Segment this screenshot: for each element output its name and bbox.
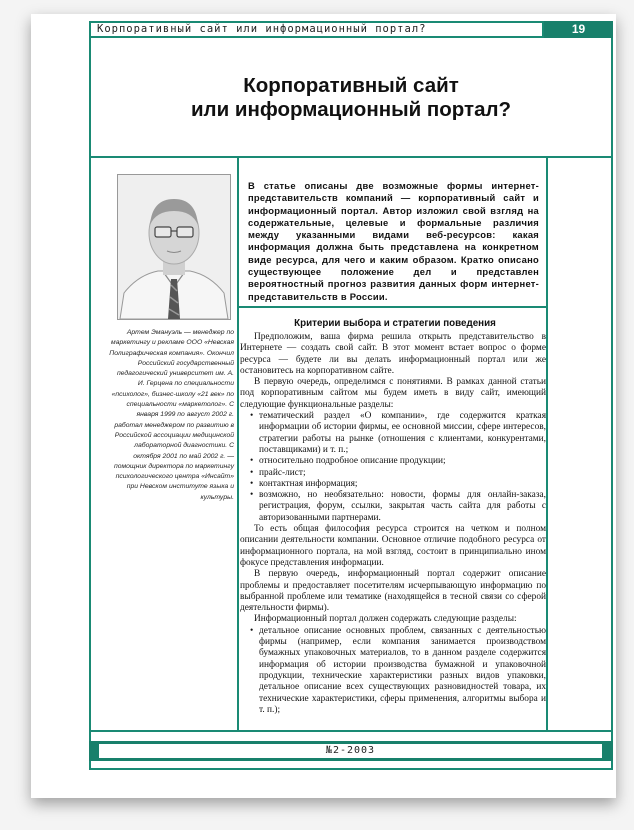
divider-right-column <box>546 156 548 731</box>
title-line-2: или информационный портал? <box>190 98 512 121</box>
list-item: • тематический раздел «О компании», где содержится краткая информации об истории фирмы, ее основной миссии, сфере интересов, стратегии работы на рынке (отношения с клиентами, конкурентами, поставщиками) и т. п.; <box>240 411 546 456</box>
body-paragraph: То есть общая философия ресурса строится на четком и полном описании деятельности компании. Основное отличие подобного ресурса от информационного портала, на мой взгляд, состоит в принципиально ином фокусе представления информации. <box>240 524 546 568</box>
body-paragraph: Предположим, ваша фирма решила открыть представительство в Интернете — создать свой сайт. В этот момент встает вопрос о форме ресурса — будете ли вы делать информационный портал или же остановитесь на корпоративном сайте. <box>240 332 546 376</box>
body-paragraph: Информационный портал должен содержать следующие разделы: <box>254 614 517 625</box>
section-heading: Критерии выбора и стратегии поведения <box>294 318 496 329</box>
list-item: • прайс-лист; <box>240 468 546 479</box>
divider-under-title <box>89 156 613 158</box>
running-title: Корпоративный сайт или информационный портал? <box>97 23 427 35</box>
issue-number: №2-2003 <box>99 744 602 758</box>
list-item: • возможно, но необязательно: новости, формы для онлайн-заказа, регистрация, форум, ссылки, закрытая часть сайта для работы с авторизованными партнерами. <box>240 490 546 524</box>
magazine-page <box>31 14 616 798</box>
divider-bottom <box>89 730 613 732</box>
title-line-1: Корпоративный сайт <box>243 74 459 97</box>
portal-sections-list <box>240 626 546 716</box>
article-title <box>91 74 611 122</box>
divider-left-column <box>237 156 239 731</box>
article-lead: В статье описаны две возможные формы интернет-представительств компаний — корпоративный сайт и информационный портал. Автор изложил свой взгляд на содержательные, целевые и формальные различия между указанными видами веб-ресурсов: какая информация должна быть представлена на конкретном виде ресурса, для чего и каким образом. Кратко описано существующее положение дел и представлен вероятностный прогноз развития данных форм интернет-представительств в России. <box>248 180 539 302</box>
list-item: • относительно подробное описание продукции; <box>240 456 546 467</box>
running-header <box>89 21 544 38</box>
divider-under-lead <box>237 306 548 308</box>
author-caption: Артем Эмануэль — менеджер по маркетингу и рекламе ООО «Невская Полиграфическая компания». Окончил Российский государственный педагогический университет им. А. И. Герцена по специальности «психолог», бизнес-школу «21 век» по специальности «маркетолог». С января 1999 по август 2002 г. работал менеджером по развитию в Российской ассоциации медицинской лабораторной диагностики. С октября 2001 по май 2002 г. — помощник директора по маркетингу психологического центра «Инсайт» при Невском институте языка и культуры. <box>109 329 234 501</box>
page-number: 19 <box>544 21 613 38</box>
author-photo <box>117 174 231 320</box>
site-sections-list <box>240 411 546 524</box>
article-body <box>240 332 546 716</box>
body-paragraph: В первую очередь, информационный портал содержит описание проблемы и предоставляет посетителям исчерпывающую информацию по выбранной проблеме или тематике (находящейся в тесной связи со сферой деятельности фирмы). <box>240 569 546 614</box>
list-item: • контактная информация; <box>240 479 546 490</box>
list-item: • детальное описание основных проблем, связанных с деятельностью фирмы (например, если компания занимается производством бумажных упаковочных материалов, то в данном разделе содержится информация об истории производства бумажной и упаковочной продукции, технические характеристики разных видов упаковки, детальное описание всех существующих разновидностей товара, их технические характеристики, сферы применения, алгоритмы выбора и т. п.); <box>240 626 546 716</box>
body-paragraph: В первую очередь, определимся с понятиями. В рамках данной статьи под корпоративным сайтом мы будем иметь в виду сайт, имеющий следующие функциональные разделы: <box>240 377 546 410</box>
